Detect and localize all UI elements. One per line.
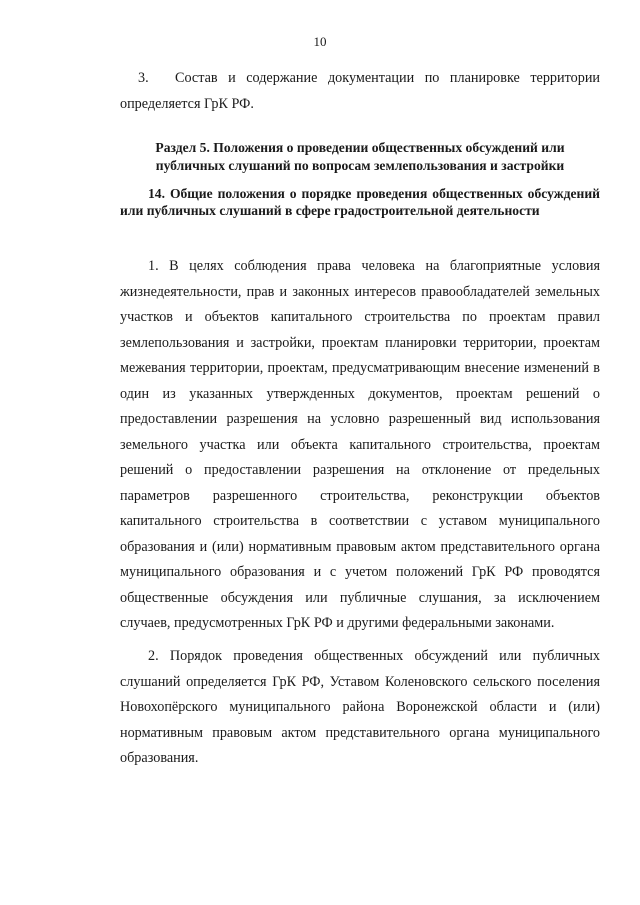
article-title: Общие положения о порядке проведения общественных обсуждений или публичных слушаний в сфере градостроительной деятельности <box>120 186 600 218</box>
paragraph-1: 1. В целях соблюдения права человека на благоприятные условия жизнедеятельности, прав и законных интересов правообладателей земельных участков и объектов капитального строительства по проектам правил землепользования и застройки, проектам планировки территории, проектам межевания территории, проектам, предусматривающим внесение изменений в один из указанных утвержденных документов, проектам решений о предоставлении разрешения на условно разрешенный вид использования земельного участка или объекта капитального строительства, проектам решений о предоставлении разрешения на отклонение от предельных параметров разрешенного строительства, реконструкции объектов капитального строительства в соответствии с уставом муниципального образования и (или) нормативным правовым актом представительного органа муниципального образования и с учетом положений ГрК РФ проводятся общественные обсуждения или публичные слушания, за исключением случаев, предусмотренных ГрК РФ и другими федеральными законами. <box>120 258 600 631</box>
item-3-text: Состав и содержание документации по планировке территории определяется ГрК РФ. <box>120 70 600 112</box>
section-heading: Раздел 5. Положения о проведении общественных обсуждений или публичных слушаний по вопросам землепользования и застройки <box>155 140 565 173</box>
page-number: 10 <box>313 34 327 49</box>
item-3-number: 3. <box>138 70 149 86</box>
article-heading <box>120 185 600 219</box>
item-3-paragraph <box>120 66 600 117</box>
paragraph-2: 2. Порядок проведения общественных обсуждений или публичных слушаний определяется ГрК РФ, Уставом Коленовского сельского поселения Новохопёрского муниципального района Воронежской области и (или) нормативным правовым актом представительного органа муниципального образования. <box>120 648 600 766</box>
article-number: 14. <box>148 186 165 201</box>
